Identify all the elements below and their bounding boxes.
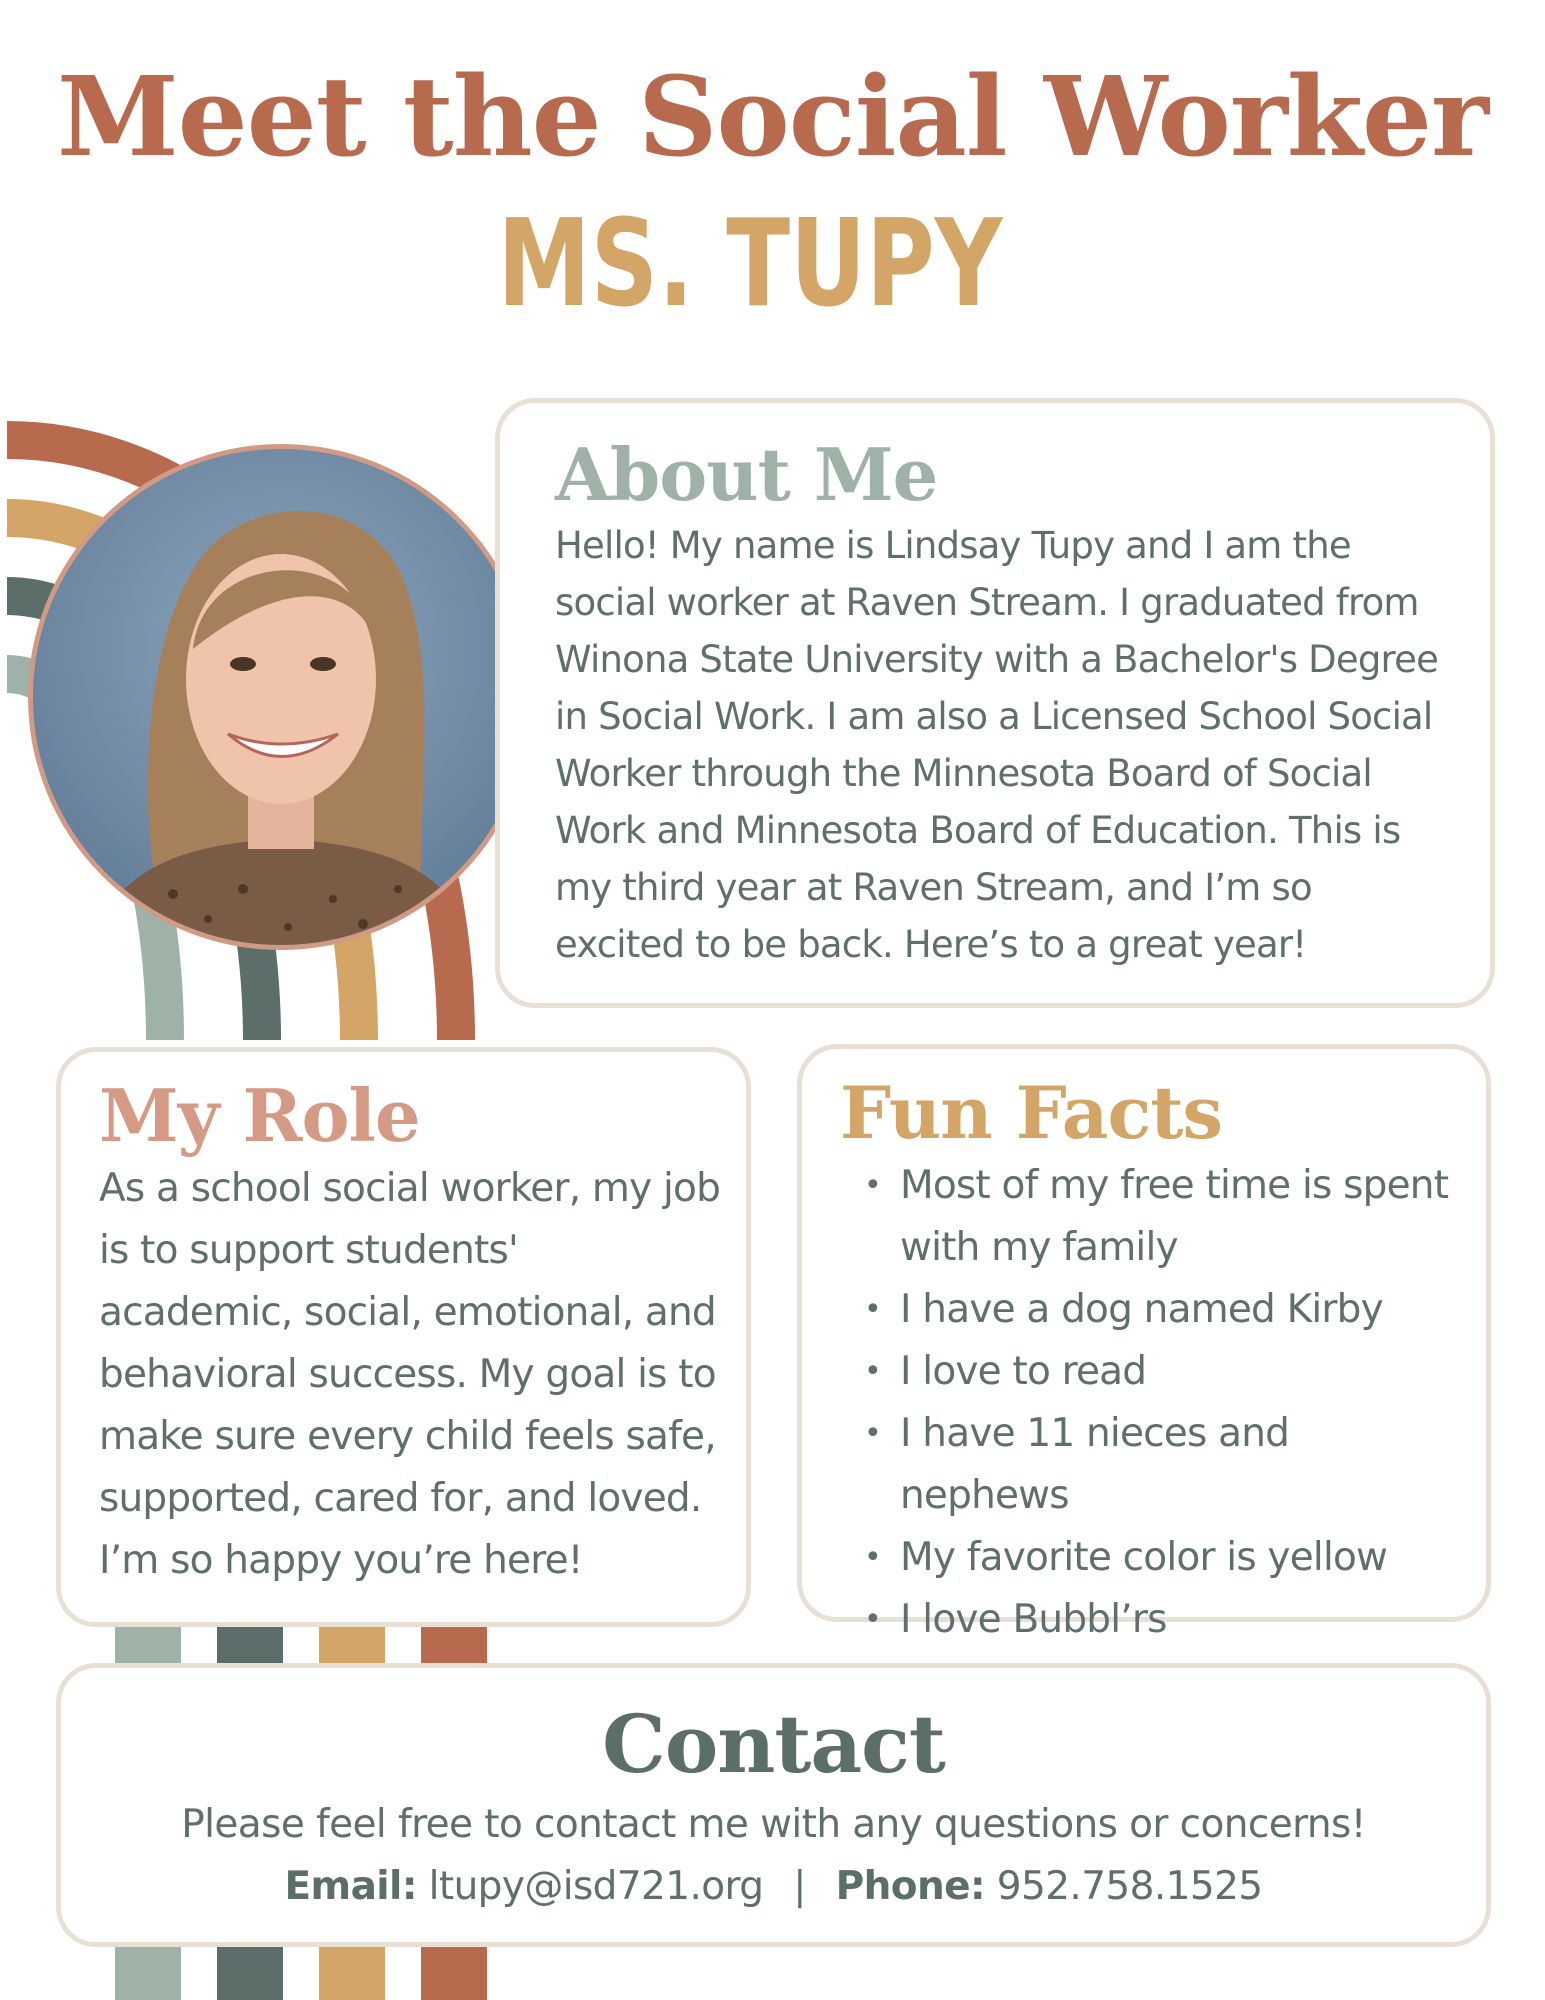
contact-note: Please feel free to contact me with any questions or concerns! <box>181 1802 1366 1847</box>
about-me-heading: About Me <box>555 432 938 517</box>
portrait-photo <box>28 444 534 950</box>
worker-name: MS. TUPY <box>497 195 1003 334</box>
fun-facts-heading: Fun Facts <box>840 1070 1223 1155</box>
fun-fact-item: • My favorite color is yellow <box>864 1527 1462 1589</box>
contact-separator: | <box>793 1864 806 1909</box>
email-link[interactable]: ltupy@isd721.org <box>428 1864 764 1909</box>
fun-fact-item: • I have 11 nieces and nephews <box>864 1403 1462 1527</box>
fun-fact-item: • I have a dog named Kirby <box>864 1279 1462 1341</box>
portrait-icon <box>33 449 529 945</box>
contact-heading: Contact <box>602 1697 945 1791</box>
about-me-text: Hello! My name is Lindsay Tupy and I am the social worker at Raven Stream. I graduated from Winona State University with a Bachelor's Degree in Social Work. I am also a Licensed School Social Worker through the Minnesota Board of Social Work and Minnesota Board of Education. This is my third year at Raven Stream, and I’m so excited to be back. Here’s to a great year! <box>555 524 1439 966</box>
my-role-card <box>56 1047 751 1627</box>
fun-fact-item: • Most of my free time is spent with my family <box>864 1155 1462 1279</box>
my-role-text: As a school social worker, my job is to support students' academic, social, emotional, and behavioral success. My goal is to make sure every child feels safe, supported, cared for, and loved. I’m so happy you’re here! <box>99 1166 721 1583</box>
page-title: Meet the Social Worker <box>57 52 1488 181</box>
my-role-heading: My Role <box>99 1073 420 1158</box>
phone-number[interactable]: 952.758.1525 <box>996 1864 1263 1909</box>
fun-fact-item: • I love Bubbl’rs <box>864 1589 1462 1651</box>
fun-facts-list <box>840 1155 1462 1651</box>
about-me-card <box>495 398 1495 1008</box>
contact-card <box>56 1663 1491 1947</box>
phone-label: Phone: <box>835 1864 985 1909</box>
contact-details <box>61 1856 1486 1918</box>
fun-fact-item: • I love to read <box>864 1341 1462 1403</box>
fun-facts-card <box>797 1044 1491 1642</box>
email-label: Email: <box>284 1864 417 1909</box>
